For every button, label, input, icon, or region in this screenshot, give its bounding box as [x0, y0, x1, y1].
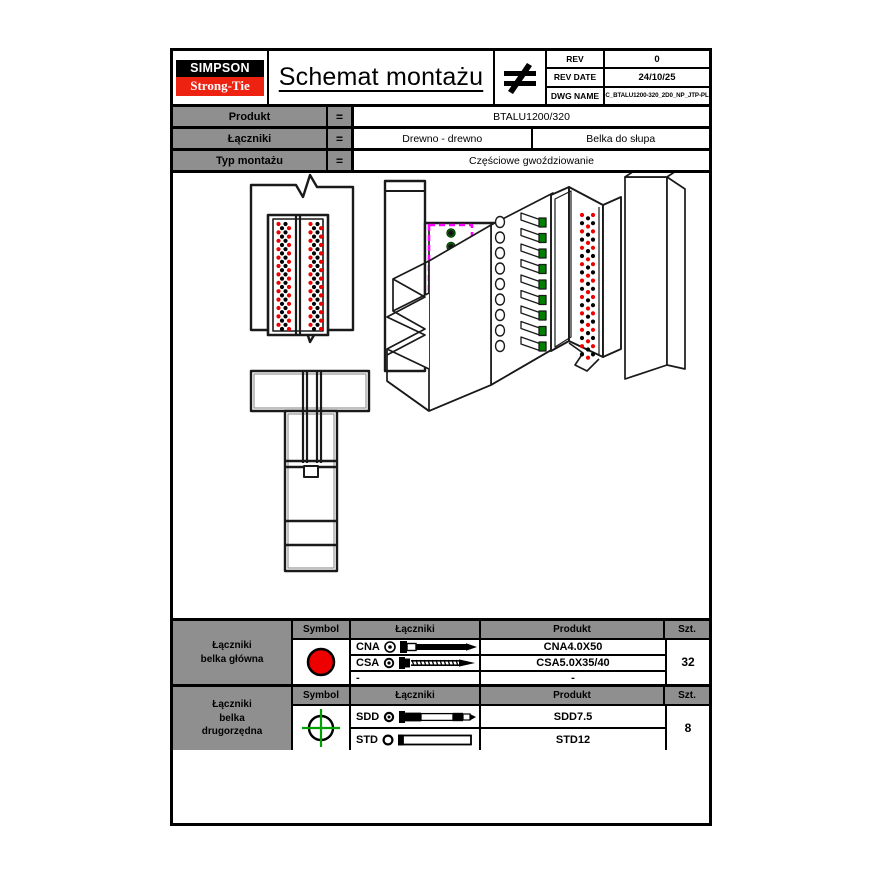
dwg-name-row [547, 88, 709, 104]
fastener-code-sdd: SDD [356, 710, 380, 723]
header-symbol-main: Symbol [293, 621, 351, 638]
nail-icon [400, 640, 478, 654]
fastener-code-csa: CSA [356, 657, 380, 669]
main-beam-title-line1: Łączniki [212, 640, 252, 651]
revision-row [547, 51, 709, 69]
fastener-product-empty: - [571, 672, 575, 684]
fastener-table-main-beam [173, 621, 709, 687]
fastener-product-std: STD12 [555, 733, 591, 746]
front-elevation-view [251, 175, 353, 342]
param-row-produkt [173, 107, 709, 129]
fastener-code-std: STD [356, 733, 378, 746]
rod-icon [398, 733, 476, 747]
drawing-sheet [170, 48, 712, 826]
main-beam-title-line2: belka główna [200, 653, 264, 665]
circle-target-double-icon [383, 711, 395, 723]
fastener-row-csa [351, 656, 665, 672]
dowel-screw-icon [399, 710, 477, 724]
param-value-typ-montazu: Częściowe gwoździowanie [469, 154, 594, 167]
rev-date-value: 24/10/25 [638, 71, 676, 83]
dwg-name-label: DWG NAME [547, 88, 605, 104]
fastener-code-cna-cell [351, 640, 481, 654]
logo-strongtie-text: Strong-Tie [176, 77, 264, 96]
param-value-laczniki-1: Drewno - drewno [402, 132, 483, 145]
fastener-count-secondary-beam: 8 [665, 706, 709, 750]
fastener-product-csa: CSA5.0X35/40 [536, 657, 610, 669]
header-produkt-secondary: Produkt [481, 687, 665, 704]
secondary-beam-title-line2: belka [219, 712, 245, 724]
header-lacznik-secondary: Łączniki [351, 687, 481, 704]
secondary-beam-title-line1: Łączniki [212, 699, 252, 711]
fastener-code-empty-cell [351, 672, 481, 684]
rev-date-label: REV DATE [547, 69, 605, 85]
revision-block [547, 51, 709, 104]
fastener-count-main-beam: 32 [665, 640, 709, 684]
param-label-produkt: Produkt [173, 107, 328, 126]
rev-label: REV [547, 51, 605, 67]
header-szt-main: Szt. [678, 624, 696, 635]
simpson-strong-tie-logo [173, 51, 269, 104]
param-equals-produkt: = [328, 107, 354, 126]
fastener-code-empty: - [356, 672, 360, 684]
technical-drawing-svg [173, 173, 709, 621]
param-row-laczniki [173, 129, 709, 151]
fastener-code-sdd-cell [351, 706, 481, 727]
fastener-row-empty-main [351, 672, 665, 684]
sheet-title [269, 51, 495, 104]
header-produkt-main: Produkt [481, 621, 665, 638]
isometric-3d-view [387, 173, 685, 411]
green-crosshair-circle-symbol [293, 706, 351, 750]
fastener-table-main-beam-title [173, 621, 293, 684]
not-equal-icon [495, 51, 547, 104]
fastener-table-secondary-beam-title [173, 687, 293, 750]
param-value-produkt: BTALU1200/320 [493, 110, 570, 123]
circle-target-icon [384, 641, 396, 653]
fastener-row-std [351, 729, 665, 750]
plan-view [251, 371, 369, 571]
fastener-code-csa-cell [351, 656, 481, 670]
header-szt-secondary: Szt. [678, 690, 696, 701]
main-beam-table-header [293, 621, 709, 640]
title-block [173, 51, 709, 107]
revision-date-row [547, 69, 709, 87]
fastener-product-cna: CNA4.0X50 [543, 641, 603, 653]
secondary-beam-title-line3: drugorzędna [201, 726, 263, 738]
fastener-product-sdd: SDD7.5 [553, 710, 593, 723]
header-symbol-secondary: Symbol [293, 687, 351, 704]
param-row-typ-montazu [173, 151, 709, 173]
header-lacznik-main: Łączniki [351, 621, 481, 638]
param-equals-laczniki: = [328, 129, 354, 148]
rev-value: 0 [654, 53, 660, 65]
circle-target-double-icon [383, 657, 395, 669]
fastener-table-secondary-beam [173, 687, 709, 750]
dwg-name-value: C_BTALU1200-320_2D0_NP_JTP-PL [605, 92, 709, 100]
param-label-laczniki: Łączniki [173, 129, 328, 148]
param-equals-typ-montazu: = [328, 151, 354, 170]
fastener-code-cna: CNA [356, 641, 380, 653]
drawing-area [173, 173, 709, 621]
param-value-laczniki-2: Belka do słupa [531, 129, 710, 148]
param-label-typ-montazu: Typ montażu [173, 151, 328, 170]
screw-icon [399, 656, 477, 670]
fastener-row-sdd [351, 706, 665, 729]
logo-simpson-text: SIMPSON [176, 60, 264, 77]
fastener-code-std-cell [351, 729, 481, 750]
circle-outline-icon [382, 734, 394, 746]
secondary-beam-table-header [293, 687, 709, 706]
sheet-title-text: Schemat montażu [278, 63, 484, 91]
fastener-row-cna [351, 640, 665, 656]
red-filled-circle-symbol [293, 640, 351, 684]
